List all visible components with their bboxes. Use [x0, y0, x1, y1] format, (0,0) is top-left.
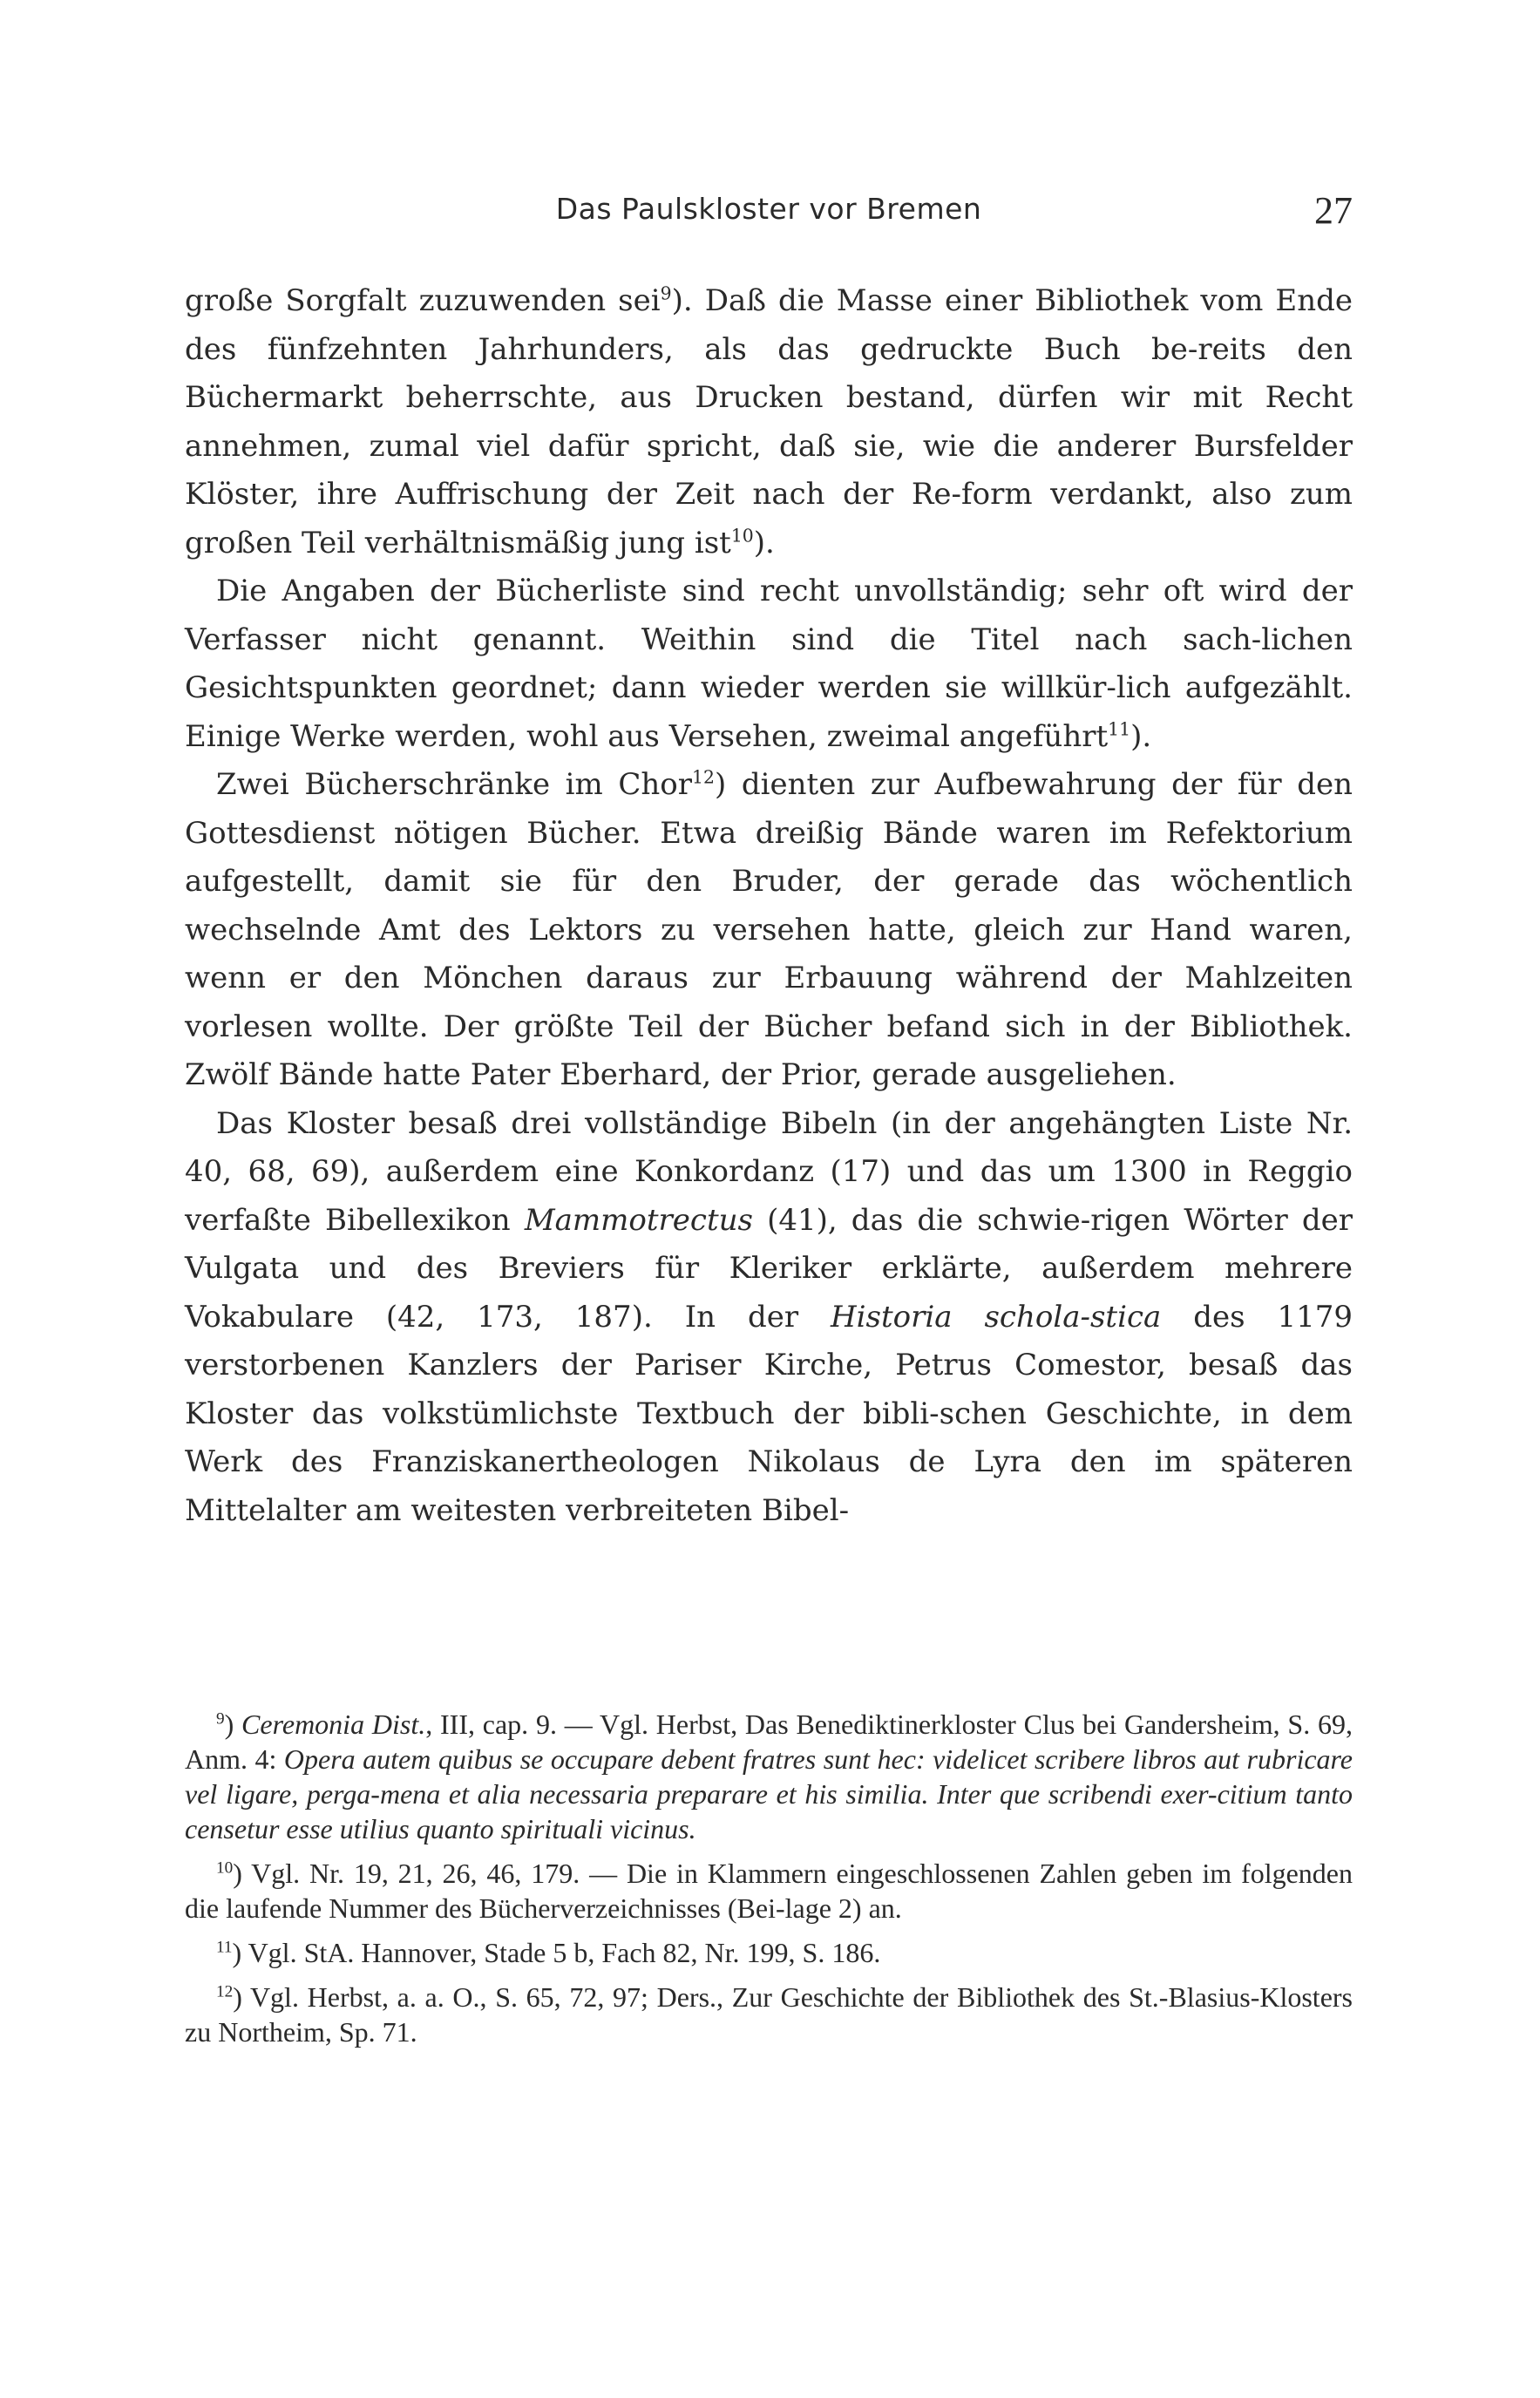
running-title: Das Paulskloster vor Bremen — [555, 192, 982, 226]
footnote-ref-12: 12 — [692, 766, 715, 788]
italic-quote: Opera autem quibus se occupare debent fratres sunt hec: videlicet scribere libros aut rubricare vel ligare, perga-mena et alia necessaria preparare et his similia. Inter que scribendi exer-citium tanto censetur esse utilius quanto spirituali vicinus. — [185, 1743, 1353, 1844]
text-run: (41), das die schwie-rigen Wörter der Vulgata und des Breviers für Kleriker erklärte, außerdem mehrere Vokabulare (42, 173, 187). In der — [185, 1202, 1353, 1335]
footnote-ref-11: 11 — [1108, 718, 1131, 740]
text-run: Vgl. Nr. 19, 21, 26, 46, 179. — Die in Klammern eingeschlossenen Zahlen geben im folgenden die laufende Nummer des Bücherverzeichnisses (Bei-lage 2) an. — [185, 1858, 1353, 1924]
footnotes — [185, 1707, 1353, 2059]
footnote-number: 10 — [216, 1858, 234, 1878]
page-header — [185, 185, 1353, 237]
paragraph-2 — [185, 567, 1353, 761]
footnote-ref-9: 9 — [660, 282, 672, 304]
page-number: 27 — [1314, 189, 1353, 232]
footnote-10: $^{10}$) Vgl. Nr. 19, 21, 26, 46, 179. — Die in Klammern eingeschlossenen Zahlen geben im folgenden die laufende Nummer des Bücherverzeichnisses (Bei-lage 2) an. — [185, 1858, 1353, 1924]
text-run: des 1179 verstorbenen Kanzlers der Pariser Kirche, Petrus Comestor, besaß das Kloster das volkstümlichste Textbuch der bibli-schen Geschichte, in dem Werk des Franziskanertheologen Nikolaus de Lyra den im späteren Mittelalter am weitesten verbreiteten Bibel- — [185, 1299, 1353, 1528]
footnote-number: 11 — [216, 1938, 233, 1957]
paragraph-3 — [185, 761, 1353, 1100]
text-run: Zwei Bücherschränke im Chor — [216, 767, 693, 802]
text-run: Vgl. Herbst, a. a. O., S. 65, 72, 97; Ders., Zur Geschichte der Bibliothek des St.-Blasius-Klosters zu Northeim, Sp. 71. — [185, 1981, 1353, 2048]
paragraph-1 — [185, 277, 1353, 567]
main-text — [185, 277, 1353, 1535]
text-run: ). — [1130, 718, 1152, 754]
text-run: Vgl. StA. Hannover, Stade 5 b, Fach 82, Nr. 199, S. 186. — [241, 1937, 881, 1968]
italic-title: Mammotrectus — [524, 1202, 753, 1238]
text-run: ) dienten zur Aufbewahrung der für den Gottesdienst nötigen Bücher. Etwa dreißig Bände waren im Refektorium aufgestellt, damit sie für den Bruder, der gerade das wöchentlich wechselnde Amt des Lektors zu versehen hatte, gleich zur Hand waren, wenn er den Mönchen daraus zur Erbauung während der Mahlzeiten vorlesen wollte. Der größte Teil der Bücher befand sich in der Bibliothek. Zwölf Bände hatte Pater Eberhard, der Prior, gerade ausgeliehen. — [185, 767, 1353, 1092]
italic-title: Historia schola-stica — [831, 1299, 1162, 1335]
text-run: ). — [753, 525, 775, 560]
paragraph-4 — [185, 1100, 1353, 1536]
text-run: Das Kloster besaß drei vollständige Bibeln (in der angehängten Liste Nr. 40, 68, 69), außerdem eine Konkordanz (17) und das um 1300 in Reggio verfaßte Bibellexikon — [185, 1105, 1353, 1238]
text-run: Die Angaben der Bücherliste sind recht unvollständig; sehr oft wird der Verfasser nicht genannt. Weithin sind die Titel nach sach-lichen Gesichtspunkten geordnet; dann wieder werden sie willkür-lich aufgezählt. Einige Werke werden, wohl aus Versehen, zweimal angeführt — [185, 574, 1353, 754]
footnote-12: $^{12}$) Vgl. Herbst, a. a. O., S. 65, 72, 97; Ders., Zur Geschichte der Bibliothek des St.-Blasius-Klosters zu Northeim, Sp. 71. — [185, 1981, 1353, 2048]
footnote-number: 12 — [216, 1982, 234, 2001]
footnote-9: $^9$) Ceremonia Dist., III, cap. 9. — Vgl. Herbst, Das Benediktinerkloster Clus bei Gandersheim, S. 69, Anm. 4: Opera autem quibus se occupare debent fratres sunt hec: videlicet scribere libros aut rubricare vel ligare, perga-mena et alia necessaria preparare et his similia. Inter que scribendi exer-citium tanto censetur esse utilius quanto spirituali vicinus. — [185, 1708, 1353, 1844]
text-run: ). Daß die Masse einer Bibliothek vom Ende des fünfzehnten Jahrhunders, als das gedruckte Buch be-reits den Büchermarkt beherrschte, aus Drucken bestand, dürfen wir mit Recht annehmen, zumal viel dafür spricht, daß sie, wie die anderer Bursfelder Klöster, ihre Auffrischung der Zeit nach der Re-form verdankt, also zum großen Teil verhältnismäßig jung ist — [185, 283, 1353, 560]
text-run: große Sorgfalt zuzuwenden sei — [185, 283, 661, 318]
text-run: , III, cap. 9. — Vgl. Herbst, Das Benediktinerkloster Clus bei Gandersheim, S. 69, Anm. 4: — [185, 1708, 1353, 1775]
footnote-11: $^{11}$) Vgl. StA. Hannover, Stade 5 b, Fach 82, Nr. 199, S. 186. — [216, 1937, 881, 1968]
footnote-number: 9 — [216, 1709, 225, 1729]
footnote-ref-10: 10 — [730, 525, 754, 547]
italic-citation: Ceremonia Dist. — [241, 1708, 426, 1740]
